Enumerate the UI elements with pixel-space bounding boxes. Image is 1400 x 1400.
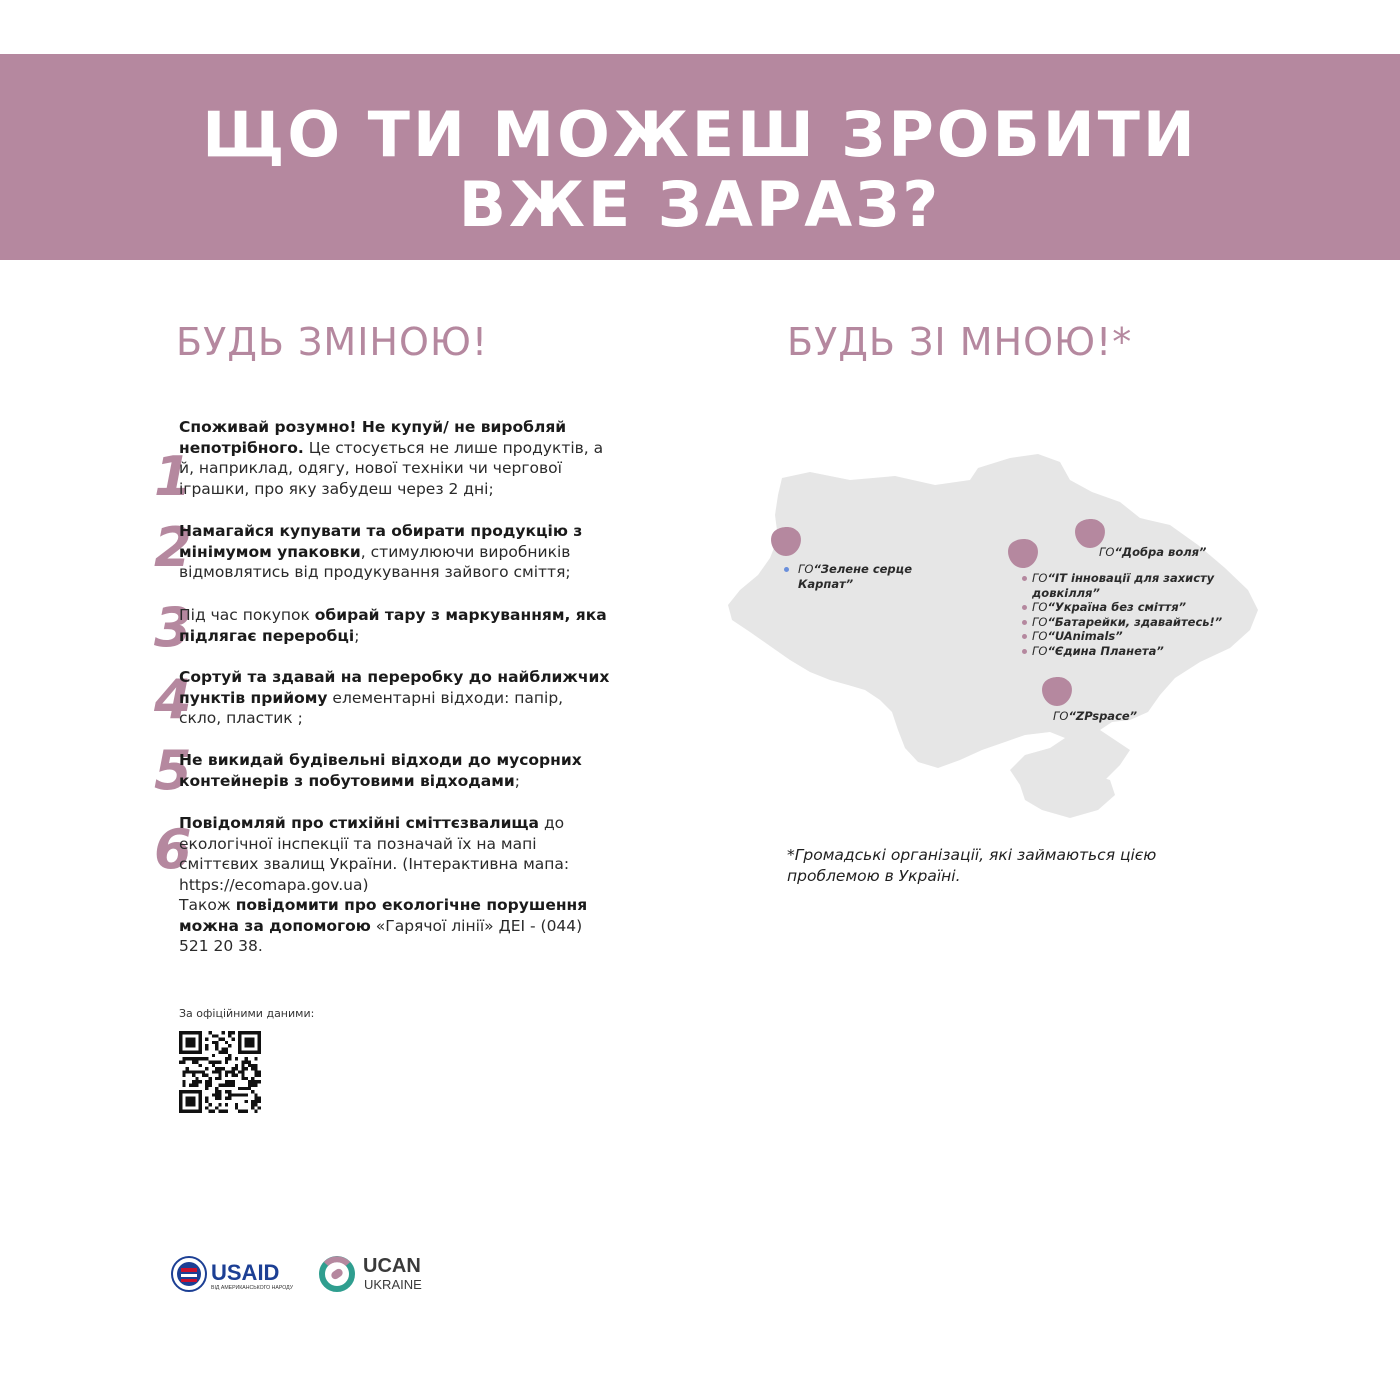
step-3	[150, 596, 610, 659]
left-section-title: БУДЬ ЗМІНОЮ!	[176, 320, 489, 364]
org-south	[1053, 709, 1137, 724]
step-bold: Повідомляй про стихійні сміттєзвалища	[179, 814, 540, 832]
org-prefix: ГО	[1032, 629, 1048, 643]
step-pre: Під час покупок	[179, 606, 315, 624]
step-bold: Споживай розумно! Не купуй/ не виробляй непотрібного.	[179, 418, 567, 457]
org-north	[1099, 545, 1206, 560]
page-title-line-2: ВЖЕ ЗАРАЗ?	[458, 168, 942, 241]
org-prefix: ГО	[798, 562, 814, 576]
step-body: до екологічної інспекції та позначай їх на мапі сміттєвих звалищ України. (Інтерактивна мапа: https://ecomapa.gov.ua)	[179, 814, 570, 894]
org-prefix: ГО	[1032, 571, 1048, 585]
org-name: “Зелене серце Карпат”	[798, 562, 912, 591]
step-text	[179, 417, 610, 499]
page-title-line-1: ЩО ТИ МОЖЕШ ЗРОБИТИ	[202, 98, 1198, 171]
org-prefix: ГО	[1032, 600, 1048, 614]
org-name: “IT інновації для захисту довкілля”	[1032, 571, 1215, 600]
ucan-logo-sub: UKRAINE	[364, 1277, 422, 1292]
step-body: елементарні відходи: папір, скло, пластик ;	[179, 688, 564, 727]
step-text	[179, 667, 610, 729]
step-body-2: Також	[179, 896, 236, 914]
step-1	[150, 417, 610, 508]
step-text	[179, 750, 610, 791]
step-number: 1	[154, 445, 192, 508]
west-org-bullet	[784, 567, 789, 572]
org-name: “UAnimals”	[1047, 629, 1123, 643]
step-text	[179, 521, 610, 583]
step-number: 2	[154, 516, 192, 579]
kyiv-org-list	[1022, 571, 1242, 658]
org-prefix: ГО	[1099, 545, 1115, 559]
step-number: 4	[154, 668, 192, 731]
usaid-logo-text: USAID	[211, 1260, 280, 1285]
ucan-logo[interactable]	[318, 1252, 438, 1296]
step-number: 3	[154, 596, 192, 659]
step-text	[179, 813, 610, 957]
qr-code[interactable]	[179, 1031, 261, 1113]
org-name: “Добра воля”	[1114, 545, 1207, 559]
step-body-3: «Гарячої лінії» ДЕІ - (044) 521 20 38.	[179, 916, 583, 955]
footnote: *Громадські організації, які займаються цією проблемою в Україні.	[787, 846, 1157, 885]
right-section-title: БУДЬ ЗІ МНОЮ!*	[787, 320, 1133, 364]
usaid-logo[interactable]	[170, 1254, 300, 1294]
org-prefix: ГО	[1053, 709, 1069, 723]
step-bold: Сортуй та здавай на переробку до найближчих пунктів прийому	[179, 668, 610, 707]
ucan-logo-text: UCAN	[363, 1255, 421, 1277]
list-item	[1022, 571, 1242, 600]
step-bold-2: повідомити про екологічне порушення можна за допомогою	[179, 896, 588, 935]
org-name: “Україна без сміття”	[1047, 600, 1186, 614]
step-bold: Не викидай будівельні відходи до мусорних контейнерів з побутовими відходами	[179, 751, 582, 790]
usaid-logo-sub: ВІД АМЕРИКАНСЬКОГО НАРОДУ	[211, 1285, 293, 1291]
step-2	[150, 516, 610, 583]
org-name: “Єдина Планета”	[1047, 643, 1164, 658]
step-number: 6	[154, 818, 192, 881]
step-body: , стимулюючи виробників відмовлятись від продукування зайвого сміття;	[179, 542, 571, 581]
list-item	[1022, 629, 1242, 644]
step-bold: обирай тару з маркуванням, яка підлягає переробці	[179, 606, 607, 645]
step-body: ;	[354, 626, 360, 645]
org-name: “ZPspace”	[1068, 709, 1138, 723]
step-number: 5	[154, 739, 192, 802]
step-body: Це стосується не лише продуктів, а й, наприклад, одягу, нової техніки чи чергової іграшки, про яку забудеш через 2 дні;	[179, 438, 604, 498]
org-prefix: ГО	[1032, 614, 1048, 629]
step-6	[150, 813, 610, 957]
org-west	[798, 562, 928, 591]
org-prefix: ГО	[1032, 643, 1048, 658]
list-item	[1022, 644, 1242, 659]
step-body: ;	[514, 771, 521, 790]
step-text	[179, 605, 610, 646]
page-title	[0, 100, 1400, 240]
list-item	[1022, 615, 1242, 630]
source-label: За офіційними даними:	[179, 1007, 315, 1020]
list-item	[1022, 600, 1242, 615]
step-5	[150, 739, 610, 802]
org-name: “Батарейки, здавайтесь!”	[1047, 614, 1223, 629]
step-bold: Намагайся купувати та обирати продукцію з мінімумом упаковки	[179, 522, 583, 561]
step-4	[150, 667, 610, 729]
